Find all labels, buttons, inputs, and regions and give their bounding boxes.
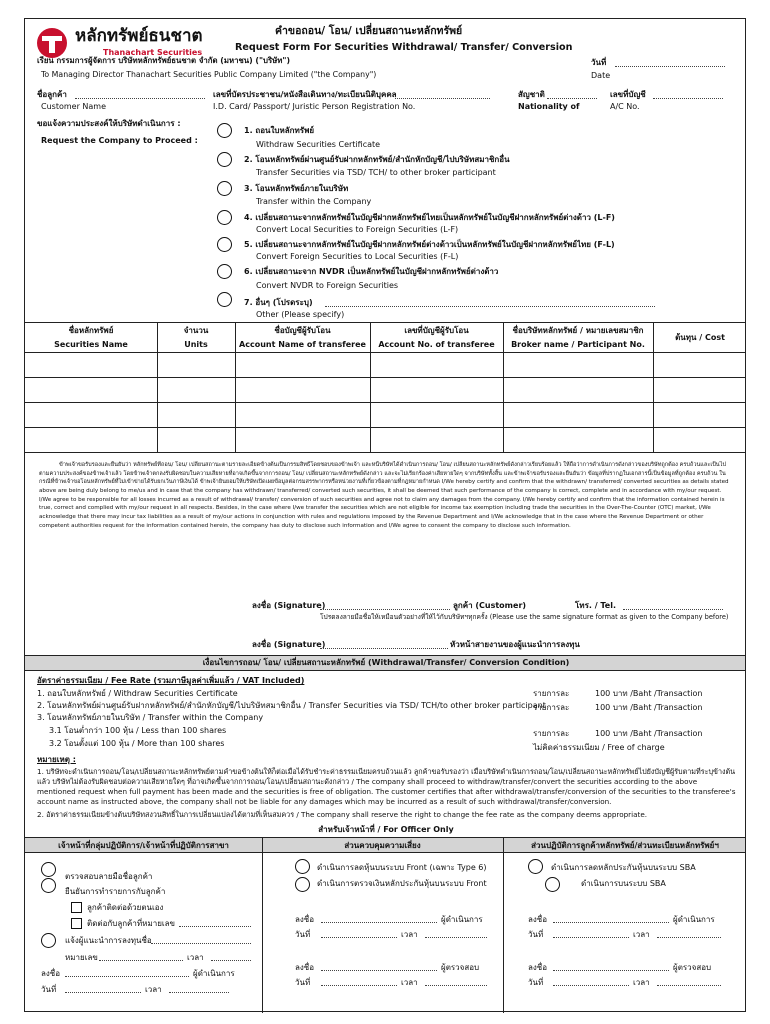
col1-time-field[interactable] [169,983,229,993]
col2-sign-field-2[interactable] [321,961,437,971]
verify-signature-label: ตรวจสอบลายมือชื่อลูกค้า [65,872,153,881]
col-header-securities-en: Securities Name [54,340,128,349]
customer-name-field[interactable] [75,88,205,99]
option-4-th: 4. เปลี่ยนสถานะจากหลักทรัพย์ในบัญชีฝากหลักทรัพย์ไทยเป็นหลักทรัพย์ในบัญชีฝากหลักทรัพย์ต่างด้าว (L-F) [244,213,615,222]
option-3-en: Transfer within the Company [256,197,372,206]
option-1-en: Withdraw Securities Certificate [256,140,381,149]
col3-date-label-1: วันที่ [528,930,544,939]
col-header-account-no-en: Account No. of transferee [378,340,495,349]
customer-label: ลูกค้า (Customer) [453,601,527,610]
customer-name-label-en: Customer Name [41,102,107,111]
col1-time-label: เวลา [145,985,162,994]
col2-time-field-1[interactable] [425,928,487,938]
col-header-account-no-th: เลขที่บัญชีผู้รับโอน [404,326,469,335]
option-6-th: 6. เปลี่ยนสถานะจาก NVDR เป็นหลักทรัพย์ในบัญชีฝากหลักทรัพย์ต่างด้าว [244,267,499,276]
option-6-radio[interactable] [217,264,232,279]
col2-sign-field-1[interactable] [321,913,437,923]
fee-32-label: 3.2 โอนตั้งแต่ 100 หุ้น / More than 100 shares [49,739,225,748]
terms-en: I/We hereby certify and confirm that the withdrawn/ transferred/ converted securities as details stated above are being duly belong to me/us and in case that the company has withdrawn/ transferred/ converted such securities, it shall be deemed that such performance of the company is correct, complete and in accordance with my/our request. I/We agree to be responsible for all losses incurred as a result of withdrawal/ transfer/ conversion of such securities and agree not to claim any damages from the company. I/We hereby certify and confirm that the information contained herein is true, correct and complied with my/our request in all respects. Besides, in the case where I/we transfer the securities which are not eligible for income tax exemption including trade the securities in the Over-The-Counter (OTC) market, I/We acknowledge that there may incur tax liabilities as a result of my/our actions in conjunction with rules and regulations imposed by the Revenue Department and I/We acknowledge that in the case where the Revenue Department or other competent authorities request for the information contained herein, the company has duty to disclose such information and I/We agree to consent the company to disclose such information. [39,479,729,529]
option-1-radio[interactable] [217,123,232,138]
table-row-line [25,427,745,428]
col2-sign-label-2: ลงชื่อ [295,963,315,972]
table-row-line [25,377,745,378]
col3-checker-label: ผู้ตรวจสอบ [673,963,712,972]
addressee-th: เรียน กรรมการผู้จัดการ บริษัทหลักทรัพย์ธนชาต จำกัด (มหาชน) ("บริษัท") [37,56,291,65]
contact-customer-label: ติดต่อกับลูกค้าที่หมายเลข [87,919,176,928]
conditions-title: เงื่อนไขการถอน/ โอน/ เปลี่ยนสถานะหลักทรัพย์ (Withdrawal/Transfer/ Conversion Condition) [202,658,570,667]
notify-advisor-radio[interactable] [41,933,56,948]
col3-sign-label-1: ลงชื่อ [528,915,548,924]
process-sba-radio[interactable] [545,877,560,892]
reduce-front-label: ดำเนินการลดหุ้นบนระบบ Front (เฉพาะ Type 6) [317,863,487,872]
confirm-customer-label: ยืนยันการทำรายการกับลูกค้า [65,887,166,896]
number-field[interactable] [99,951,183,961]
time-field-col1[interactable] [211,951,251,961]
col2-operator-label: ผู้ดำเนินการ [441,915,483,924]
col3-date-label-2: วันที่ [528,978,544,987]
col-header-broker-th: ชื่อบริษัทหลักทรัพย์ / หมายเลขสมาชิก [512,326,644,335]
col3-date-field-1[interactable] [553,928,629,938]
contact-number-field[interactable] [179,917,251,927]
col2-date-field-1[interactable] [321,928,397,938]
officer-col-divider [262,837,263,1013]
reduce-front-radio[interactable] [295,859,310,874]
col1-sign-field[interactable] [65,967,189,977]
request-label-th: ขอแจ้งความประสงค์ให้บริษัทดำเนินการ : [37,119,181,128]
col-header-units-th: จำนวน [183,326,209,335]
table-row-line [25,402,745,403]
col1-date-label: วันที่ [41,985,57,994]
col1-date-field[interactable] [65,983,141,993]
option-5-en: Convert Foreign Securities to Local Securities (F-L) [256,252,459,261]
note-1: 1. บริษัทจะดำเนินการถอน/โอน/เปลี่ยนสถานะหลักทรัพย์ตามคำขอข้างต้นให้ก็ต่อเมื่อได้รับชำระค่าธรรมเนียมครบถ้วนแล้ว ลูกค้าขอรับรองว่า เมื่อบริษัทดำเนินการถอน/โอน/เปลี่ยนสถานะหลักทรัพย์ไปยังบัญชีผู้รับตามที่ระบุข้างต้นแล้ว บริษัทไม่ต้องรับผิดชอบต่อความเสียหายใดๆ ที่อาจเกิดขึ้นจากการถอน/โอน/เปลี่ยนสถานะดังกล่าว / The company shall proceed to withdraw/transfer/convert the securities according to the above mentioned request when full payment has been made and the securities is free of obligation. The customer certifies that after withdrawal/transfer/conversion of the securities to the transferee's account name as instructed above, the company shall not be liable for any damages which may be incurred as a result of such withdrawal/transfer/conversion. [37,767,736,807]
officer-col-divider [503,837,504,1013]
option-3-th: 3. โอนหลักทรัพย์ภายในบริษัท [244,184,349,193]
col3-time-field-1[interactable] [657,928,721,938]
form-title-en: Request Form For Securities Withdrawal/ Transfer/ Conversion [235,42,573,53]
fee-title: อัตราค่าธรรมเนียม / Fee Rate (รวมภาษีมูลค่าเพิ่มแล้ว / VAT Included) [37,676,305,685]
fee-32-unit: ไม่คิดค่าธรรมเนียม / Free of charge [533,743,665,752]
supervisor-signature-field[interactable] [320,638,448,649]
officer-col2-title: ส่วนควบคุมความเสี่ยง [344,841,421,850]
id-label-en: I.D. Card/ Passport/ Juristic Person Registration No. [213,102,416,111]
note-2: 2. อัตราค่าธรรมเนียมข้างต้นบริษัทสงวนสิทธิ์ในการเปลี่ยนแปลงได้ตามที่เห็นสมควร / The company shall reserve the right to change the fee rate as the company deems appropriate. [37,810,648,819]
form-page [24,18,746,1012]
col-header-account-name-en: Account Name of transferee [239,340,366,349]
option-3-radio[interactable] [217,181,232,196]
option-7-en: Other (Please specify) [256,310,345,319]
option-4-en: Convert Local Securities to Foreign Securities (L-F) [256,225,459,234]
col-header-broker-en: Broker name / Participant No. [511,340,645,349]
col3-time-label-1: เวลา [633,930,650,939]
nationality-field[interactable] [547,88,597,99]
col2-sign-label-1: ลงชื่อ [295,915,315,924]
officer-col1-title: เจ้าหน้าที่กลุ่มปฏิบัติการ/เจ้าหน้าที่ปฏิบัติการสาขา [58,841,229,850]
terms-th: ข้าพเจ้าขอรับรองและยืนยันว่า หลักทรัพย์ที่ถอน/ โอน/ เปลี่ยนสถานะตามรายละเอียดข้างต้นเป็นกรรมสิทธิ์โดยชอบของข้าพเจ้า และหนี้บริษัทได้ดำเนินการถอน/ โอน/ เปลี่ยนสถานะหลักทรัพย์ดังกล่าวเรียบร้อยแล้ว ให้ถือว่าการดำเนินการดังกล่าวของบริษัทถูกต้อง ครบถ้วนและเป็นไปตามความประสงค์ของข้าพเจ้าแล้ว โดยข้าพเจ้าตกลงรับผิดชอบในความเสียหายที่อาจเกิดขึ้นจากการถอน/ โอน/ เปลี่ยนสถานะหลักทรัพย์ดังกล่าว และจะไม่เรียกร้องค่าเสียหายใดๆ จากบริษัททั้งสิ้น และข้าพเจ้าขอรับรองและยืนยันว่า ข้อมูลที่ปรากฏในเอกสารนี้เป็นข้อมูลที่ถูกต้อง ครบถ้วน ในกรณีที่ข้าพเจ้าขอโอนหลักทรัพย์ที่ไม่เข้าข่ายได้รับยกเว้นภาษีเงินได้ ข้าพเจ้ายินยอมให้บริษัทเปิดเผยข้อมูลต่อกรมสรรพากรหรือหน่วยงานที่เกี่ยวข้องตามที่กฎหมายกำหนด [39,462,726,486]
tel-field[interactable] [623,599,723,610]
account-label-th: เลขที่บัญชี [610,90,646,99]
check-collateral-label: ดำเนินการตรวจเงินหลักประกันหุ้นบนระบบ Front [317,879,487,888]
fee-3-label: 3. โอนหลักทรัพย์ภายในบริษัท / Transfer within the Company [37,713,264,722]
reduce-sba-radio[interactable] [528,859,543,874]
id-field[interactable] [395,88,490,99]
option-1-th: 1. ถอนใบหลักทรัพย์ [244,126,315,135]
option-2-en: Transfer Securities via TSD/ TCH/ to other broker participant [256,168,496,177]
option-7-th: 7. อื่นๆ (โปรดระบุ) [244,298,313,307]
col-header-account-name-th: ชื่อบัญชีผู้รับโอน [274,326,331,335]
fee-31-label: 3.1 โอนต่ำกว่า 100 หุ้น / Less than 100 shares [49,726,227,735]
col1-operator-label: ผู้ดำเนินการ [193,969,235,978]
fee-1-amount: 100 บาท /Baht /Transaction [595,689,703,698]
request-label-en: Request the Company to Proceed : [41,136,198,145]
col2-checker-label: ผู้ตรวจสอบ [441,963,480,972]
tel-label: โทร. / Tel. [575,601,616,610]
contact-customer-checkbox[interactable] [71,918,82,929]
table-row-line [25,452,745,453]
signature-label-2: ลงชื่อ (Signature) [252,640,326,649]
col3-sign-field-2[interactable] [553,961,669,971]
signature-note: โปรดลงลายมือชื่อให้เหมือนตัวอย่างที่ให้ไว้กับบริษัทฯทุกครั้ง (Please use the same signature format as given to the Company before) [320,613,729,621]
confirm-customer-radio[interactable] [41,878,56,893]
account-label-en: A/C No. [610,102,640,111]
notify-advisor-label: แจ้งผู้แนะนำการลงทุนชื่อ [65,936,152,945]
logo-text-en: Thanachart Securities [103,48,203,57]
option-7-other-field[interactable] [325,296,655,307]
option-6-en: Convert NVDR to Foreign Securities [256,281,399,290]
customer-signature-field[interactable] [320,599,450,610]
fee-31-unit: รายการละ [533,729,570,738]
customer-in-person-label: ลูกค้าติดต่อด้วยตนเอง [87,903,164,912]
option-2-th: 2. โอนหลักทรัพย์ผ่านศูนย์รับฝากหลักทรัพย์/สำนักหักบัญชี/ไปบริษัทสมาชิกอื่น [244,155,510,164]
col2-time-label-2: เวลา [401,978,418,987]
fee-1-unit: รายการละ [533,689,570,698]
col-header-cost: ต้นทุน / Cost [675,333,725,342]
option-7-radio[interactable] [217,292,232,307]
customer-name-label-th: ชื่อลูกค้า [37,90,67,99]
officer-col3-title: ส่วนปฏิบัติการลูกค้าหลักทรัพย์/ส่วนทะเบียนหลักทรัพย์ฯ [531,841,719,850]
col1-sign-label: ลงชื่อ [41,969,61,978]
note-title: หมายเหตุ : [37,755,76,764]
nationality-label-th: สัญชาติ [518,90,545,99]
table-top-line [25,322,745,323]
option-2-radio[interactable] [217,152,232,167]
fee-1-label: 1. ถอนใบหลักทรัพย์ / Withdraw Securities Certificate [37,689,238,698]
col-header-units-en: Units [184,340,208,349]
col3-time-field-2[interactable] [657,976,721,986]
col3-sign-field-1[interactable] [553,913,669,923]
customer-in-person-checkbox[interactable] [71,902,82,913]
advisor-name-field[interactable] [151,934,251,944]
nationality-label-en: Nationality of [518,102,580,111]
col2-date-label-2: วันที่ [295,978,311,987]
form-title-th: คำขอถอน/ โอน/ เปลี่ยนสถานะหลักทรัพย์ [275,25,463,37]
officer-title: สำหรับเจ้าหน้าที่ / For Officer Only [318,825,454,834]
date-field[interactable] [615,56,725,67]
fee-2-unit: รายการละ [533,703,570,712]
date-label-en: Date [591,71,611,80]
verify-signature-radio[interactable] [41,862,56,877]
option-5-radio[interactable] [217,237,232,252]
option-4-radio[interactable] [217,210,232,225]
col2-time-field-2[interactable] [425,976,487,986]
number-label: หมายเลข [65,953,98,962]
terms-paragraph [39,461,731,587]
time-label-col1: เวลา [187,953,204,962]
id-label-th: เลขที่บัตรประชาชน/หนังสือเดินทาง/ทะเบียนนิติบุคคล [213,90,397,99]
col3-operator-label: ผู้ดำเนินการ [673,915,715,924]
col3-sign-label-2: ลงชื่อ [528,963,548,972]
signature-label-1: ลงชื่อ (Signature) [252,601,326,610]
addressee-en: To Managing Director Thanachart Securities Public Company Limited ("the Company") [41,70,377,79]
reduce-sba-label: ดำเนินการลดหลักประกันหุ้นบนระบบ SBA [551,863,696,872]
date-label-th: วันที่ [591,58,607,67]
account-field[interactable] [653,88,723,99]
option-5-th: 5. เปลี่ยนสถานะจากหลักทรัพย์ในบัญชีฝากหลักทรัพย์ต่างด้าวเป็นหลักทรัพย์ในบัญชีฝากหลักทรัพย์ไทย (F-L) [244,240,615,249]
col2-time-label-1: เวลา [401,930,418,939]
col-header-securities-th: ชื่อหลักทรัพย์ [68,326,114,335]
logo-mark-icon [33,27,71,59]
col2-date-label-1: วันที่ [295,930,311,939]
investor-head-label: หัวหน้าสายงานของผู้แนะนำการลงทุน [450,640,580,649]
fee-31-amount: 100 บาท /Baht /Transaction [595,729,703,738]
col2-date-field-2[interactable] [321,976,397,986]
table-row-line [25,352,745,353]
process-sba-label: ดำเนินการบนระบบ SBA [581,879,666,888]
fee-2-label: 2. โอนหลักทรัพย์ผ่านศูนย์รับฝากหลักทรัพย์/สำนักหักบัญชี/ไปบริษัทสมาชิกอื่น / Transfer Securities via TSD/ TCH/to other broker participant [37,701,546,710]
fee-2-amount: 100 บาท /Baht /Transaction [595,703,703,712]
col3-time-label-2: เวลา [633,978,650,987]
logo-text-th: หลักทรัพย์ธนชาต [75,26,203,46]
col3-date-field-2[interactable] [553,976,629,986]
check-collateral-radio[interactable] [295,877,310,892]
